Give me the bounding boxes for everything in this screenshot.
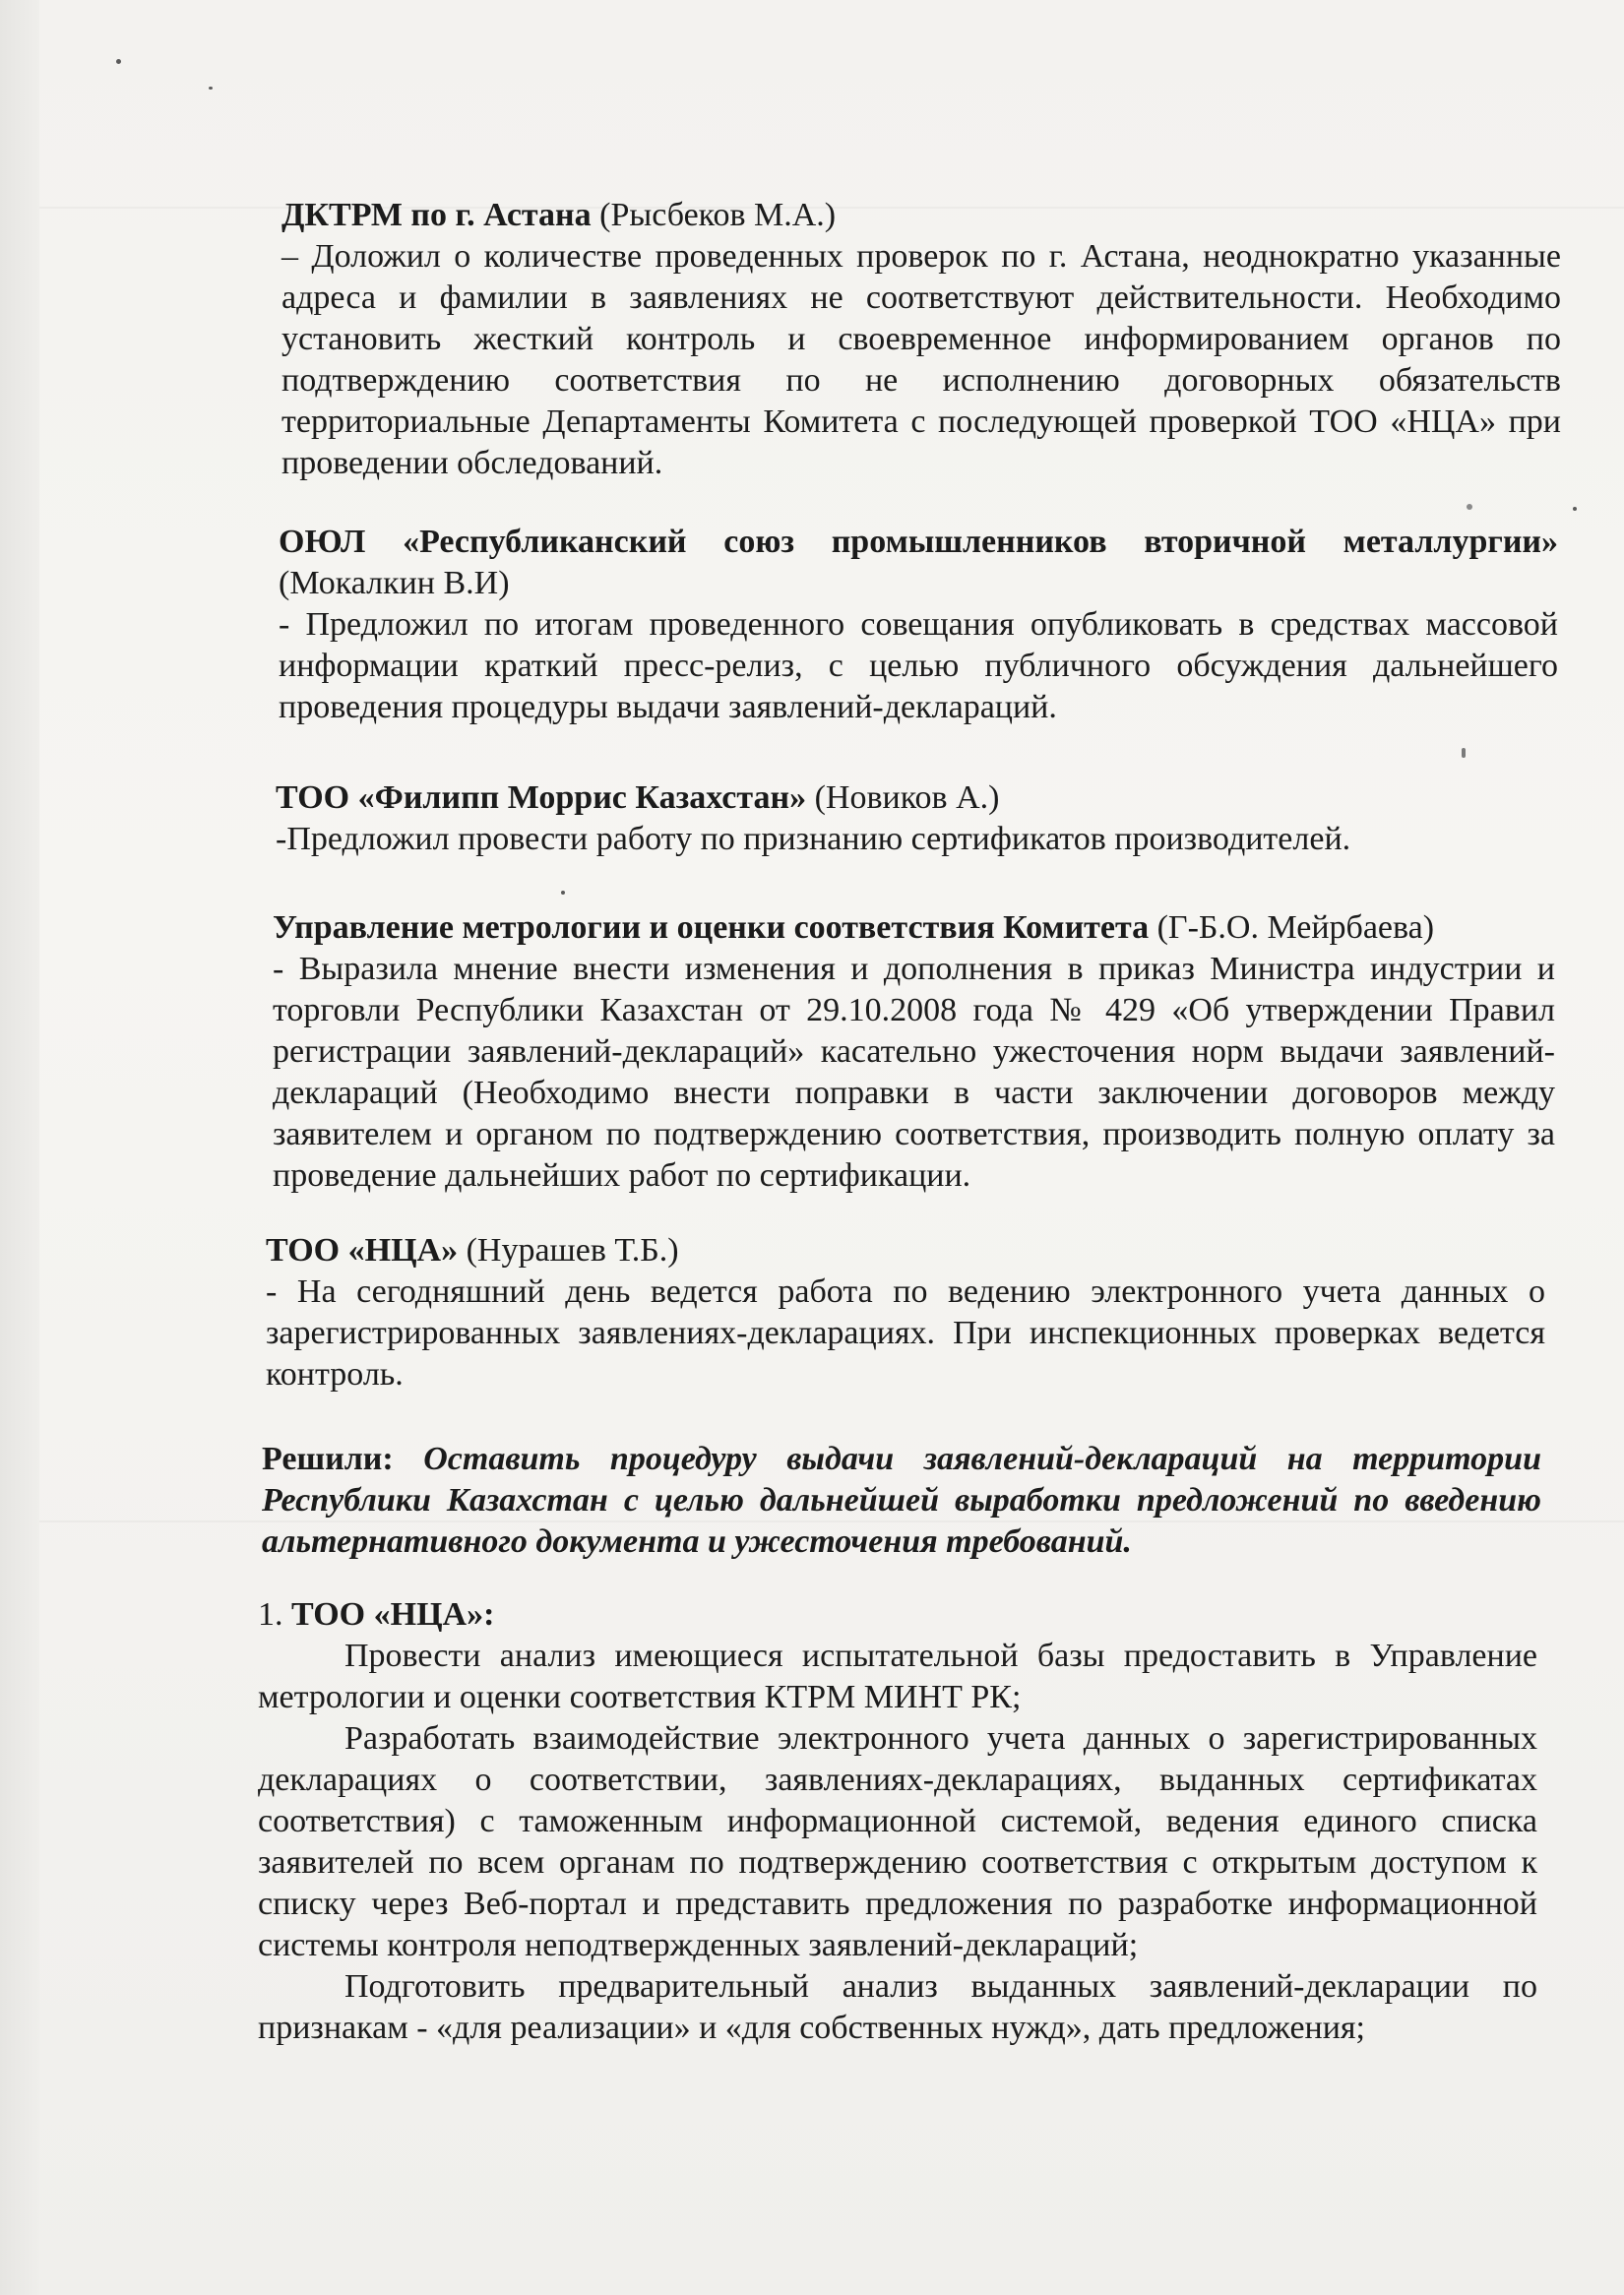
resolution-label: Решили: — [262, 1441, 394, 1477]
organization-name: ТОО «Филипп Моррис Казахстан» — [276, 779, 807, 816]
item-paragraph: Подготовить предварительный анализ выданных заявлений-декларации по признакам - «для реализации» и «для собственных нужд», дать предложения; — [258, 1968, 1537, 2046]
section-text: - Предложил по итогам проведенного совещания опубликовать в средствах массовой информации краткий пресс-релиз, с целью публичного обсуждения дальнейшего проведения процедуры выдачи заявлений-деклараций. — [279, 606, 1558, 725]
section-text: - Выразила мнение внести изменения и дополнения в приказ Министра индустрии и торговли Республики Казахстан от 29.10.2008 года № 429 «Об утверждении Правил регистрации заявлений-деклараций» касательно ужесточения норм выдачи заявлений-деклараций (Необходимо внести поправки в части заключении договоров между заявителем и органом по подтверждению соответствия, производить полную оплату за проведение дальнейших работ по сертификации. — [273, 951, 1555, 1194]
organization-name: ТОО «НЦА» — [266, 1232, 459, 1269]
section-text: – Доложил о количестве проведенных проверок по г. Астана, неоднократно указанные адреса и фамилии в заявлениях не соответствуют действительности. Необходимо установить жесткий контроль и своевременное информированием органов по подтверждению соответствия по не исполнению договорных обязательств территориальные Департаменты Комитета с последующей проверкой ТОО «НЦА» при проведении обследований. — [281, 238, 1561, 481]
section-heading — [279, 522, 1558, 604]
item-paragraph: Провести анализ имеющиеся испытательной базы предоставить в Управление метрологии и оценки соответствия КТРМ МИНТ РК; — [258, 1638, 1537, 1715]
section-oyul — [279, 522, 1558, 728]
item-number: 1. — [258, 1596, 283, 1633]
section-text: - На сегодняшний день ведется работа по ведению электронного учета данных о зарегистрированных заявлениях-декларациях. При инспекционных проверках ведется контроль. — [266, 1273, 1545, 1393]
person-name: (Нурашев Т.Б.) — [466, 1232, 679, 1269]
organization-name: ОЮЛ «Республиканский союз промышленников вторичной металлургии» — [279, 524, 1558, 560]
person-name: (Рысбеков М.А.) — [599, 197, 837, 233]
section-heading — [266, 1230, 1545, 1272]
section-nca — [266, 1230, 1545, 1396]
section-philip-morris — [276, 777, 1555, 860]
item-paragraph: Разработать взаимодействие электронного учета данных о зарегистрированных декларациях о соответствии, заявлениях-декларациях, выданных сертификатах соответствия) с таможенным информационной системой, ведения единого списка заявителей по всем органам по подтверждению соответствия с открытым доступом к списку через Веб-портал и представить предложения по разработке информационной системы контроля неподтвержденных заявлений-деклараций; — [258, 1720, 1537, 1963]
section-dktrm — [281, 195, 1561, 484]
resolution — [262, 1439, 1541, 1563]
organization-name: ДКТРМ по г. Астана — [281, 197, 592, 233]
section-heading — [281, 195, 1561, 236]
resolution-text: Оставить процедуру выдачи заявлений-деклараций на территории Республики Казахстан с целью дальнейшей выработки предложений по введению альтернативного документа и ужесточения требований. — [262, 1441, 1541, 1560]
section-heading — [273, 907, 1555, 949]
section-text: -Предложил провести работу по признанию сертификатов производителей. — [276, 821, 1351, 857]
item-title: ТОО «НЦА»: — [291, 1596, 495, 1633]
item-1 — [258, 1594, 1537, 2049]
person-name: (Мокалкин В.И) — [279, 565, 510, 601]
organization-name: Управление метрологии и оценки соответствия Комитета — [273, 909, 1150, 946]
person-name: (Новиков А.) — [814, 779, 1000, 816]
section-metrology-department — [273, 907, 1555, 1197]
section-heading — [276, 777, 1555, 819]
item-heading — [258, 1594, 1537, 1636]
person-name: (Г-Б.О. Мейрбаева) — [1156, 909, 1435, 946]
